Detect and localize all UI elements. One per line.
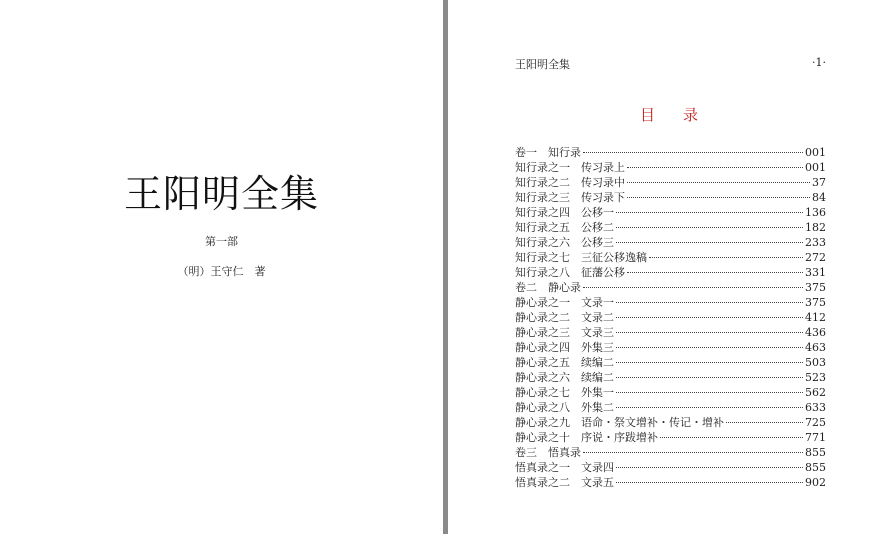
toc-page-number: 331 xyxy=(805,266,826,279)
toc-dot-leader xyxy=(616,407,803,408)
toc-chapter-label: 知行录之二 xyxy=(515,176,570,189)
toc-dot-leader xyxy=(616,467,803,468)
toc-page-number: 436 xyxy=(805,326,826,339)
toc-page-number: 001 xyxy=(805,161,826,174)
toc-entry[interactable] xyxy=(515,220,826,235)
toc-entry[interactable] xyxy=(515,310,826,325)
toc-section-title: 续编二 xyxy=(581,371,614,384)
toc-page-number: 463 xyxy=(805,341,826,354)
toc-chapter-label: 静心录之七 xyxy=(515,386,570,399)
toc-section-title: 外集二 xyxy=(581,401,614,414)
toc-entry[interactable] xyxy=(515,205,826,220)
toc-dot-leader xyxy=(616,392,803,393)
toc-chapter-label: 知行录之一 xyxy=(515,161,570,174)
toc-section-title: 文录二 xyxy=(581,311,614,324)
toc-dot-leader xyxy=(616,362,803,363)
toc-dot-leader xyxy=(616,317,803,318)
toc-dot-leader xyxy=(627,197,810,198)
toc-page-number: 412 xyxy=(805,311,826,324)
toc-page-number: 233 xyxy=(805,236,826,249)
toc-dot-leader xyxy=(583,152,803,153)
toc-page-number: 855 xyxy=(805,461,826,474)
toc-chapter-label: 静心录之九 xyxy=(515,416,570,429)
toc-page-number: 771 xyxy=(805,431,826,444)
toc-entry[interactable] xyxy=(515,415,826,430)
toc-chapter-label: 卷二 xyxy=(515,281,537,294)
toc-section-title: 文录四 xyxy=(581,461,614,474)
toc-dot-leader xyxy=(627,272,803,273)
toc-chapter-label: 悟真录之二 xyxy=(515,476,570,489)
toc-page-number: 503 xyxy=(805,356,826,369)
toc-chapter-label: 知行录之五 xyxy=(515,221,570,234)
toc-chapter-label: 静心录之十 xyxy=(515,431,570,444)
toc-section-title: 序说・序跋增补 xyxy=(581,431,658,444)
toc-section-title: 传习录中 xyxy=(581,176,625,189)
toc-entry[interactable] xyxy=(515,385,826,400)
toc-chapter-label: 静心录之六 xyxy=(515,371,570,384)
toc-entry[interactable] xyxy=(515,235,826,250)
toc-dot-leader xyxy=(649,257,803,258)
toc-dot-leader xyxy=(616,227,803,228)
book-title: 王阳明全集 xyxy=(123,172,319,216)
toc-dot-leader xyxy=(660,437,803,438)
toc-entry[interactable] xyxy=(515,280,826,295)
toc-section-title: 公移二 xyxy=(581,221,614,234)
toc-chapter-label: 悟真录之一 xyxy=(515,461,570,474)
toc-section-title: 静心录 xyxy=(548,281,581,294)
toc-page-number: 633 xyxy=(805,401,826,414)
toc-section-title: 征藩公移 xyxy=(581,266,625,279)
toc-dot-leader xyxy=(583,452,803,453)
toc-section-title: 外集一 xyxy=(581,386,614,399)
toc-chapter-label: 静心录之一 xyxy=(515,296,570,309)
toc-section-title: 续编二 xyxy=(581,356,614,369)
toc-dot-leader xyxy=(616,482,803,483)
toc-page-number: 84 xyxy=(812,191,826,204)
toc-page-number: 375 xyxy=(805,281,826,294)
toc-page-number: 001 xyxy=(805,146,826,159)
toc-entry[interactable] xyxy=(515,175,826,190)
toc-entry[interactable] xyxy=(515,445,826,460)
toc-page-number: 375 xyxy=(805,296,826,309)
toc-entry[interactable] xyxy=(515,160,826,175)
book-part: 第一部 xyxy=(205,235,238,248)
toc-page-number: 855 xyxy=(805,446,826,459)
toc-section-title: 公移一 xyxy=(581,206,614,219)
toc-chapter-label: 静心录之五 xyxy=(515,356,570,369)
toc-page-number: 562 xyxy=(805,386,826,399)
toc-heading: 目录 xyxy=(639,106,726,124)
toc-entry[interactable] xyxy=(515,145,826,160)
toc-section-title: 文录三 xyxy=(581,326,614,339)
toc-page-number: 902 xyxy=(805,476,826,489)
toc-chapter-label: 静心录之三 xyxy=(515,326,570,339)
toc-section-title: 传习录上 xyxy=(581,161,625,174)
toc-entry[interactable] xyxy=(515,190,826,205)
toc-page-number: 725 xyxy=(805,416,826,429)
toc-section-title: 文录五 xyxy=(581,476,614,489)
right-page xyxy=(448,0,890,534)
book-author: （明）王守仁 著 xyxy=(177,265,266,278)
toc-dot-leader xyxy=(583,287,803,288)
toc-section-title: 语命・祭文增补・传记・增补 xyxy=(581,416,724,429)
toc-page-number: 37 xyxy=(812,176,826,189)
toc-dot-leader xyxy=(627,167,803,168)
toc-dot-leader xyxy=(616,377,803,378)
left-page xyxy=(0,0,443,534)
toc-section-title: 三征公移逸稿 xyxy=(581,251,647,264)
toc-chapter-label: 卷一 xyxy=(515,146,537,159)
toc-entry[interactable] xyxy=(515,265,826,280)
toc-chapter-label: 静心录之四 xyxy=(515,341,570,354)
page-number: ·1· xyxy=(812,56,826,69)
toc-chapter-label: 静心录之八 xyxy=(515,401,570,414)
toc-chapter-label: 知行录之六 xyxy=(515,236,570,249)
toc-entry[interactable] xyxy=(515,355,826,370)
toc-page-number: 136 xyxy=(805,206,826,219)
toc-dot-leader xyxy=(616,242,803,243)
toc-chapter-label: 卷三 xyxy=(515,446,537,459)
toc-page-number: 272 xyxy=(805,251,826,264)
toc-entry[interactable] xyxy=(515,475,826,490)
toc-dot-leader xyxy=(616,332,803,333)
toc-dot-leader xyxy=(616,347,803,348)
toc-section-title: 公移三 xyxy=(581,236,614,249)
running-header-title: 王阳明全集 xyxy=(515,58,570,71)
toc-chapter-label: 知行录之八 xyxy=(515,266,570,279)
toc-section-title: 外集三 xyxy=(581,341,614,354)
toc-dot-leader xyxy=(616,212,803,213)
toc-chapter-label: 知行录之四 xyxy=(515,206,570,219)
toc-entry[interactable] xyxy=(515,295,826,310)
toc-chapter-label: 知行录之七 xyxy=(515,251,570,264)
toc-section-title: 文录一 xyxy=(581,296,614,309)
table-of-contents xyxy=(515,145,826,490)
toc-dot-leader xyxy=(616,302,803,303)
toc-entry[interactable] xyxy=(515,340,826,355)
toc-entry[interactable] xyxy=(515,370,826,385)
toc-dot-leader xyxy=(627,182,810,183)
toc-entry[interactable] xyxy=(515,400,826,415)
toc-section-title: 悟真录 xyxy=(548,446,581,459)
toc-section-title: 传习录下 xyxy=(581,191,625,204)
toc-entry[interactable] xyxy=(515,325,826,340)
toc-entry[interactable] xyxy=(515,430,826,445)
toc-entry[interactable] xyxy=(515,250,826,265)
toc-entry[interactable] xyxy=(515,460,826,475)
toc-page-number: 182 xyxy=(805,221,826,234)
toc-section-title: 知行录 xyxy=(548,146,581,159)
toc-dot-leader xyxy=(726,422,803,423)
toc-page-number: 523 xyxy=(805,371,826,384)
toc-chapter-label: 知行录之三 xyxy=(515,191,570,204)
toc-chapter-label: 静心录之二 xyxy=(515,311,570,324)
